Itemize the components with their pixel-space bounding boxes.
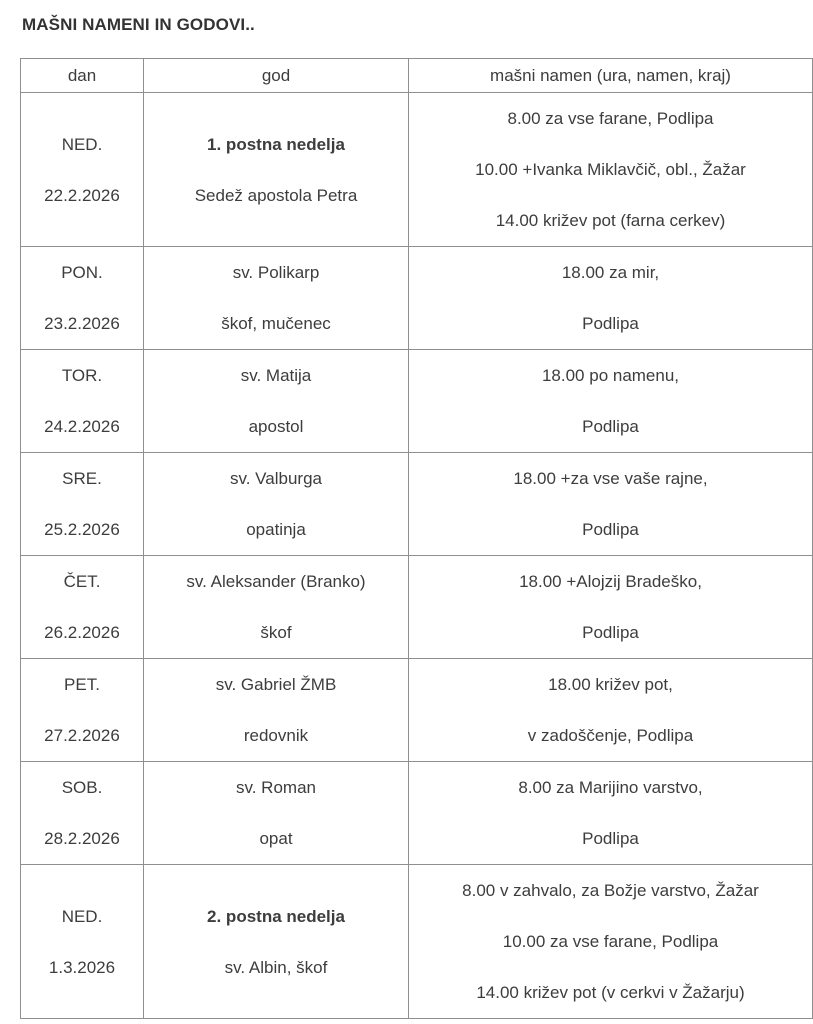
- day-name: PET.: [64, 675, 100, 694]
- mass-intention: Podlipa: [582, 520, 639, 539]
- day-cell: [21, 659, 144, 762]
- feast-subtitle: Sedež apostola Petra: [194, 185, 358, 205]
- feast-name: sv. Polikarp: [232, 263, 320, 282]
- table-row: [21, 556, 813, 659]
- feast-cell: [144, 93, 409, 247]
- feast-subtitle: škof, mučenec: [221, 314, 331, 333]
- table-row: [21, 762, 813, 865]
- day-date: 28.2.2026: [44, 829, 120, 848]
- mass-intention: Podlipa: [582, 314, 639, 333]
- day-date: 23.2.2026: [44, 314, 120, 333]
- table-row: [21, 453, 813, 556]
- day-name: SRE.: [62, 469, 102, 488]
- feast-name: sv. Matija: [240, 366, 312, 385]
- mass-cell: [409, 556, 813, 659]
- feast-name: sv. Gabriel ŽMB: [215, 675, 337, 694]
- feast-subtitle: apostol: [248, 417, 304, 436]
- day-date: 22.2.2026: [44, 185, 120, 205]
- table-row: [21, 350, 813, 453]
- mass-cell: [409, 762, 813, 865]
- mass-intention: 8.00 za vse farane, Podlipa: [507, 109, 714, 128]
- mass-intention: Podlipa: [582, 829, 639, 848]
- day-date: 25.2.2026: [44, 520, 120, 539]
- mass-intention: Podlipa: [582, 623, 639, 642]
- mass-cell: [409, 350, 813, 453]
- mass-intention: 18.00 za mir,: [561, 263, 660, 282]
- day-cell: [21, 556, 144, 659]
- day-date: 1.3.2026: [48, 957, 116, 977]
- table-row: [21, 659, 813, 762]
- mass-cell: [409, 453, 813, 556]
- day-date: 27.2.2026: [44, 726, 120, 745]
- mass-intention: 8.00 v zahvalo, za Božje varstvo, Žažar: [462, 881, 759, 900]
- mass-cell: [409, 659, 813, 762]
- mass-intention: 18.00 križev pot,: [548, 675, 673, 694]
- day-name: NED.: [61, 906, 103, 926]
- feast-name: 1. postna nedelja: [207, 134, 345, 154]
- mass-intention: 18.00 po namenu,: [541, 366, 680, 385]
- feast-cell: [144, 865, 409, 1019]
- mass-intention: 8.00 za Marijino varstvo,: [518, 778, 703, 797]
- mass-cell: [409, 865, 813, 1019]
- mass-intention: 18.00 +za vse vaše rajne,: [513, 469, 708, 488]
- day-date: 26.2.2026: [44, 623, 120, 642]
- mass-intention: 10.00 +Ivanka Miklavčič, obl., Žažar: [475, 160, 746, 179]
- feast-subtitle: redovnik: [243, 726, 309, 745]
- day-name: TOR.: [61, 366, 103, 385]
- table-row: [21, 865, 813, 1019]
- mass-intention: 18.00 +Alojzij Bradeško,: [519, 572, 702, 591]
- header-mass: mašni namen (ura, namen, kraj): [409, 59, 813, 93]
- feast-subtitle: opat: [259, 829, 293, 848]
- day-cell: [21, 453, 144, 556]
- mass-intention: 14.00 križev pot (farna cerkev): [495, 211, 726, 230]
- page-title: MAŠNI NAMENI IN GODOVI..: [22, 15, 255, 34]
- feast-name: sv. Aleksander (Branko): [186, 572, 366, 591]
- day-date: 24.2.2026: [44, 417, 120, 436]
- header-god: god: [144, 59, 409, 93]
- mass-cell: [409, 93, 813, 247]
- day-cell: [21, 247, 144, 350]
- table-header-row: [21, 59, 813, 93]
- day-name: PON.: [61, 263, 103, 282]
- feast-cell: [144, 453, 409, 556]
- day-cell: [21, 865, 144, 1019]
- mass-intention: v zadoščenje, Podlipa: [527, 726, 694, 745]
- mass-schedule-table: [20, 58, 813, 1019]
- day-cell: [21, 93, 144, 247]
- mass-intention: 10.00 za vse farane, Podlipa: [502, 932, 719, 951]
- feast-name: 2. postna nedelja: [207, 906, 345, 926]
- day-cell: [21, 762, 144, 865]
- mass-cell: [409, 247, 813, 350]
- feast-cell: [144, 350, 409, 453]
- feast-cell: [144, 659, 409, 762]
- table-row: [21, 247, 813, 350]
- mass-intention: 14.00 križev pot (v cerkvi v Žažarju): [476, 983, 745, 1002]
- feast-cell: [144, 247, 409, 350]
- day-cell: [21, 350, 144, 453]
- feast-name: sv. Valburga: [230, 469, 322, 488]
- mass-intention: Podlipa: [582, 417, 639, 436]
- feast-subtitle: opatinja: [246, 520, 306, 539]
- header-dan: dan: [21, 59, 144, 93]
- day-name: NED.: [61, 134, 103, 154]
- table-row: [21, 93, 813, 247]
- day-name: ČET.: [63, 572, 101, 591]
- feast-name: sv. Roman: [236, 778, 316, 797]
- feast-cell: [144, 556, 409, 659]
- feast-subtitle: škof: [260, 623, 292, 642]
- feast-cell: [144, 762, 409, 865]
- day-name: SOB.: [61, 778, 103, 797]
- feast-subtitle: sv. Albin, škof: [224, 957, 328, 977]
